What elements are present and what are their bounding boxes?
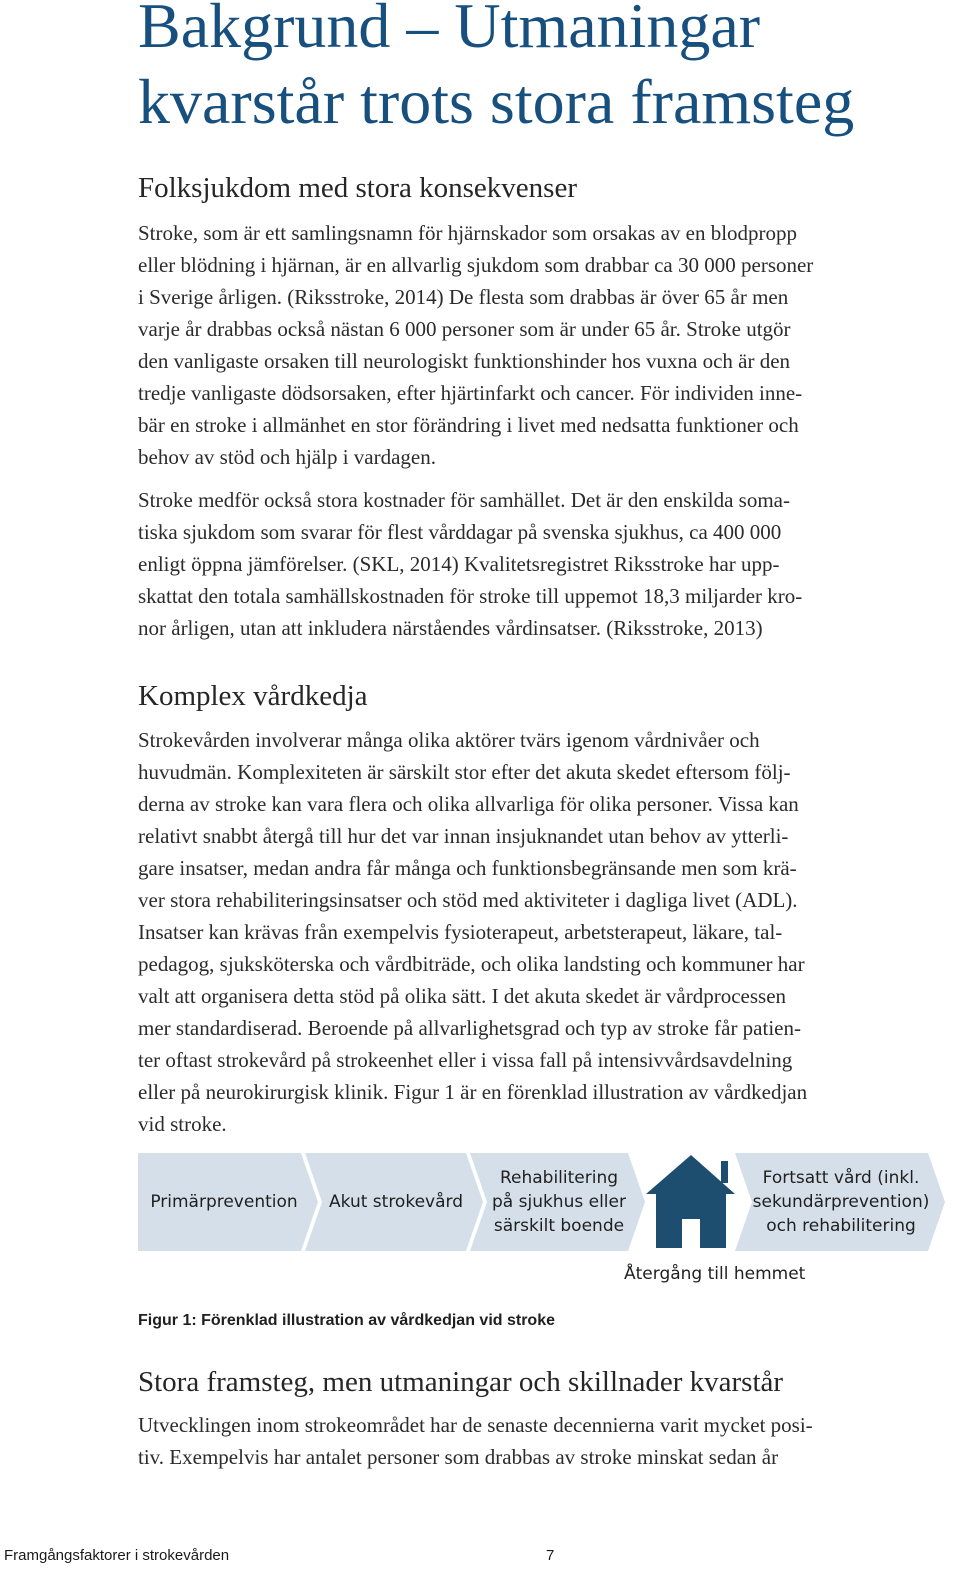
page-title-line-2: kvarstår trots stora framsteg: [138, 66, 855, 137]
text-line: Stroke medför också stora kostnader för samhället. Det är den enskilda soma-: [138, 488, 790, 512]
text-line: tiska sjukdom som svarar för flest vårddagar på svenska sjukhus, ca 400 000: [138, 520, 782, 544]
text-line: pedagog, sjuksköterska och vårdbiträde, och olika landsting och kommuner har: [138, 952, 805, 976]
text-line: valt att organisera detta stöd på olika sätt. I det akuta skedet är vårdprocessen: [138, 984, 787, 1008]
text-line: skattat den totala samhällskostnaden för stroke till uppemot 18,3 miljarder kro-: [138, 584, 803, 608]
step-label-line: Akut strokevård: [329, 1192, 463, 1212]
house-icon: [646, 1155, 735, 1248]
section-heading-komplex-vardkedja: Komplex vårdkedja: [138, 680, 368, 712]
paragraph-care-chain: [138, 724, 918, 1140]
text-line: den vanligaste orsaken till neurologiskt funktionshinder hos vuxna och är den: [138, 349, 791, 373]
text-line: mer standardiserad. Beroende på allvarlighetsgrad och typ av stroke får patien-: [138, 1016, 801, 1040]
care-chain-figure: [138, 1153, 948, 1293]
step-label-line: särskilt boende: [493, 1216, 625, 1236]
text-line: Strokevården involverar många olika aktörer tvärs igenom vårdnivåer och: [138, 728, 760, 752]
step-label-line: sekundärprevention): [752, 1192, 930, 1212]
text-line: ver stora rehabiliteringsinsatser och stöd med aktiviteter i dagliga livet (ADL).: [138, 888, 798, 912]
step-fortsatt-vard: [744, 1153, 938, 1251]
figure-caption: Figur 1: Förenklad illustration av vårdkedjan vid stroke: [138, 1312, 555, 1329]
text-line: huvudmän. Komplexiteten är särskilt stor efter det akuta skedet eftersom följ-: [138, 760, 791, 784]
text-line: ter oftast strokevård på strokeenhet eller i vissa fall på intensivvårdsavdelning: [138, 1048, 793, 1072]
step-label-line: Fortsatt vård (inkl.: [762, 1168, 920, 1188]
footer-page-number: 7: [546, 1547, 555, 1564]
section-heading-folksjukdom: Folksjukdom med stora konsekvenser: [138, 172, 577, 204]
footer-document-title: Framgångsfaktorer i strokevården: [4, 1547, 230, 1564]
text-line: tiv. Exempelvis har antalet personer som drabbas av stroke minskat sedan år: [138, 1445, 779, 1469]
text-line: vid stroke.: [138, 1112, 227, 1136]
text-line: nor årligen, utan att inkludera närståendes vårdinsatser. (Riksstroke, 2013): [138, 616, 763, 640]
page-title: [138, 0, 938, 140]
step-label-line: Primärprevention: [150, 1192, 298, 1212]
text-line: enligt öppna jämförelser. (SKL, 2014) Kvalitetsregistret Riksstroke har upp-: [138, 552, 780, 576]
text-line: Insatser kan krävas från exempelvis fysioterapeut, arbetsterapeut, läkare, tal-: [138, 920, 783, 944]
paragraph-stroke-intro: [138, 217, 918, 473]
step-label-line: Rehabilitering: [499, 1168, 619, 1188]
paragraph-stroke-costs: [138, 484, 918, 644]
text-line: Utvecklingen inom strokeområdet har de senaste decennierna varit mycket posi-: [138, 1413, 813, 1437]
paragraph-progress: [138, 1409, 918, 1473]
text-line: varje år drabbas också nästan 6 000 personer som är under 65 år. Stroke utgör: [138, 317, 791, 341]
home-return-label: Återgång till hemmet: [624, 1264, 806, 1284]
text-line: gare insatser, medan andra får många och funktionsbegränsande men som krä-: [138, 856, 797, 880]
text-line: Stroke, som är ett samlingsnamn för hjärnskador som orsakas av en blodpropp: [138, 221, 798, 245]
step-label-line: och rehabilitering: [766, 1216, 916, 1236]
text-line: eller blödning i hjärnan, är en allvarlig sjukdom som drabbar ca 30 000 personer: [138, 253, 814, 277]
step-primarprevention: [138, 1153, 310, 1251]
text-line: eller på neurokirurgisk klinik. Figur 1 är en förenklad illustration av vårdkedjan: [138, 1080, 808, 1104]
step-akut-strokevard: [313, 1153, 479, 1251]
text-line: bär en stroke i allmänhet en stor förändring i livet med nedsatta funktioner och: [138, 413, 799, 437]
text-line: derna av stroke kan vara flera och olika allvarliga för olika personer. Vissa kan: [138, 792, 799, 816]
text-line: behov av stöd och hjälp i vardagen.: [138, 445, 436, 469]
section-heading-stora-framsteg: Stora framsteg, men utmaningar och skillnader kvarstår: [138, 1366, 784, 1398]
page-title-line-1: Bakgrund – Utmaningar: [138, 0, 761, 61]
text-line: tredje vanligaste dödsorsaken, efter hjärtinfarkt och cancer. För individen inne-: [138, 381, 803, 405]
step-rehabilitering: [478, 1153, 640, 1251]
text-line: i Sverige årligen. (Riksstroke, 2014) De flesta som drabbas är över 65 år men: [138, 285, 789, 309]
step-label-line: på sjukhus eller: [492, 1192, 626, 1212]
text-line: relativt snabbt återgå till hur det var innan insjuknandet utan behov av ytterli-: [138, 824, 789, 848]
